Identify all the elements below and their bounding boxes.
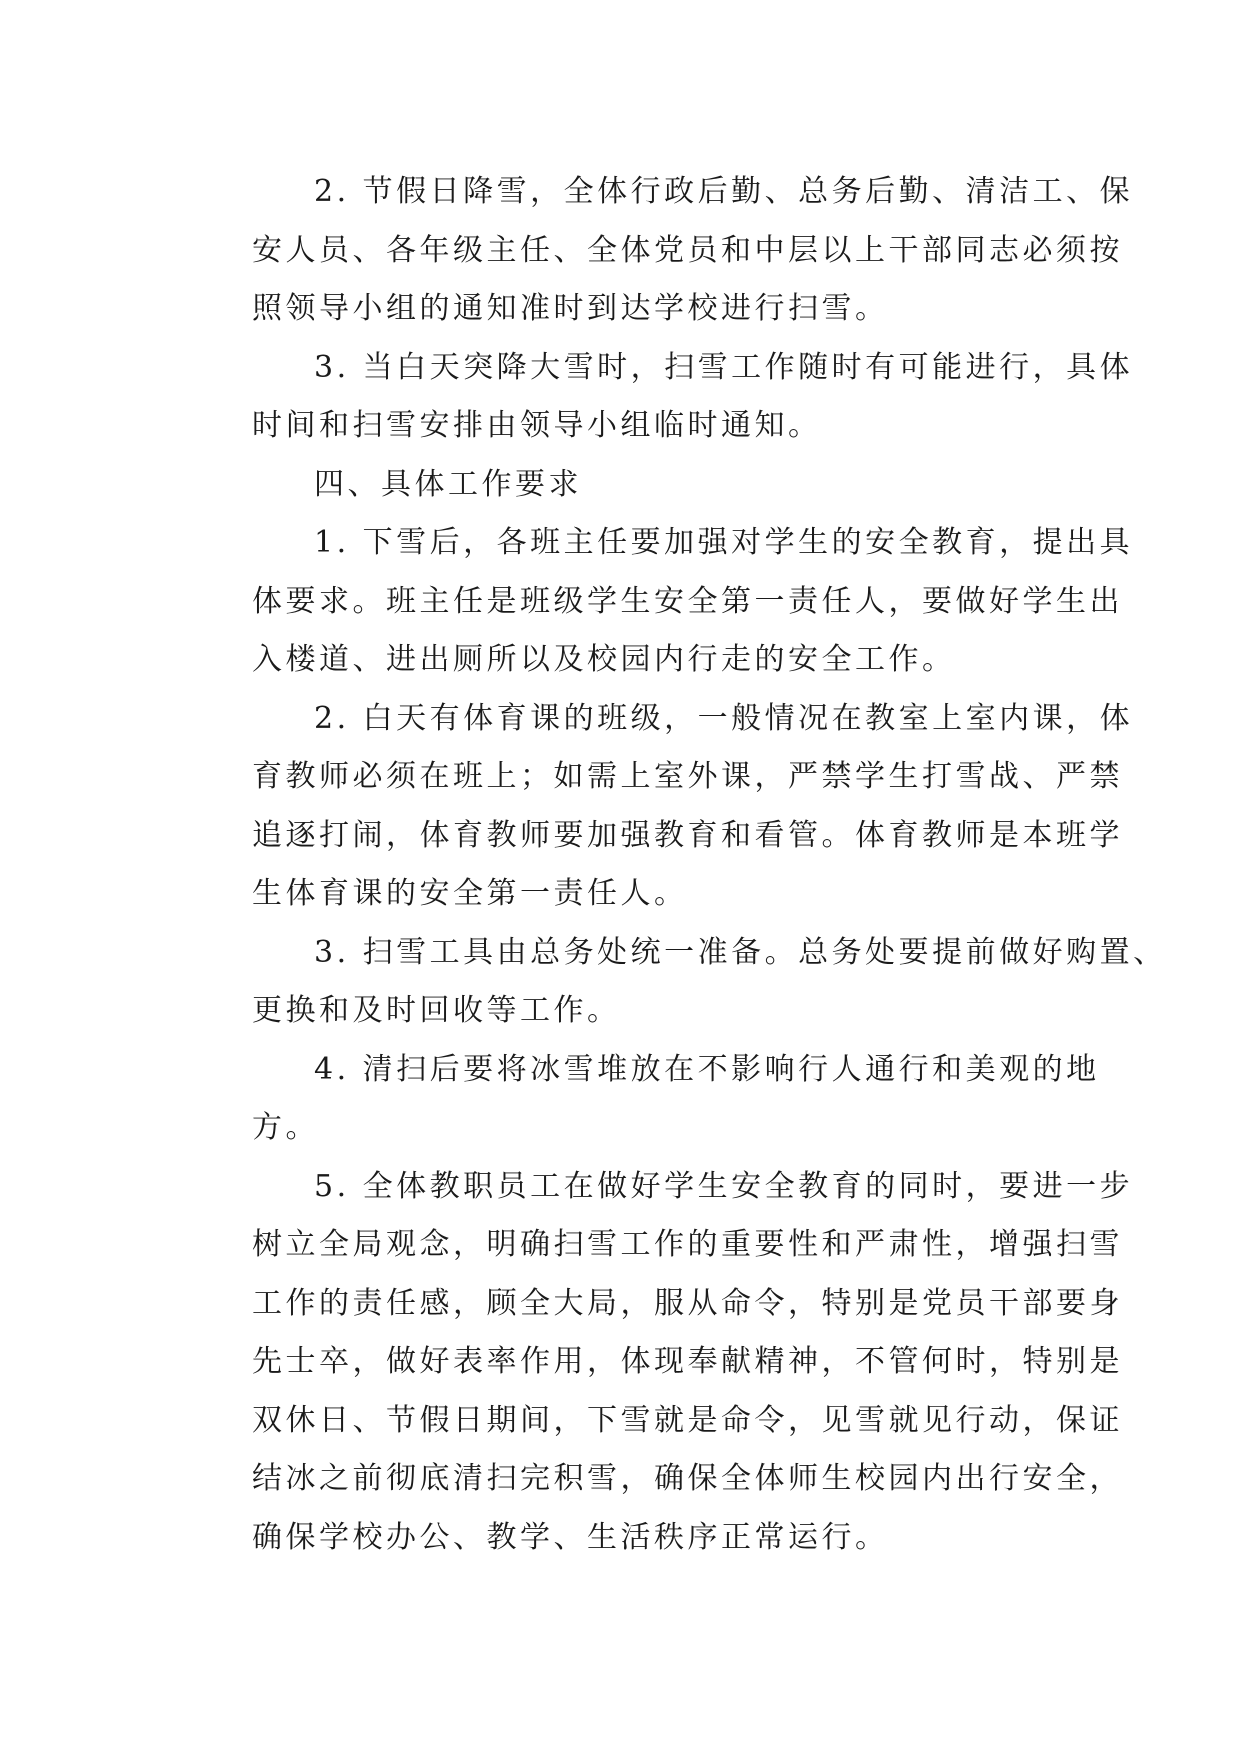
text-line: 照领导小组的通知准时到达学校进行扫雪。 (252, 291, 889, 326)
text-line: 双休日、节假日期间，下雪就是命令，见雪就见行动，保证 (252, 1402, 1123, 1438)
text-line: 3. 当白天突降大雪时，扫雪工作随时有可能进行，具体 (314, 349, 1134, 385)
text-line: 2. 白天有体育课的班级，一般情况在教室上室内课，体 (314, 700, 1134, 736)
text-line: 入楼道、进出厕所以及校园内行走的安全工作。 (252, 642, 956, 677)
heading-text: 四、具体工作要求 (314, 466, 582, 502)
document-body (190, 163, 1167, 1567)
paragraph-requirement-2 (190, 690, 1134, 924)
text-line: 更换和及时回收等工作。 (252, 993, 621, 1028)
text-line: 树立全局观念，明确扫雪工作的重要性和严肃性，增强扫雪 (252, 1227, 1123, 1262)
text-line: 结冰之前彻底清扫完积雪，确保全体师生校园内出行安全， (252, 1461, 1123, 1496)
text-line: 2. 节假日降雪，全体行政后勤、总务后勤、清洁工、保 (314, 174, 1134, 209)
text-line: 工作的责任感，顾全大局，服从命令，特别是党员干部要身 (252, 1285, 1123, 1321)
section-heading (190, 456, 1050, 515)
paragraph-requirement-3 (190, 924, 1167, 1041)
text-line: 先士卒，做好表率作用，体现奉献精神，不管何时，特别是 (252, 1344, 1123, 1379)
paragraph-item-3-daytime-snow (190, 339, 1134, 456)
text-line: 方。 (252, 1110, 319, 1145)
text-line: 追逐打闹，体育教师要加强教育和看管。体育教师是本班学 (252, 817, 1123, 853)
text-line: 安人员、各年级主任、全体党员和中层以上干部同志必须按 (252, 232, 1123, 268)
text-line: 4. 清扫后要将冰雪堆放在不影响行人通行和美观的地 (314, 1051, 1100, 1087)
text-line: 5. 全体教职员工在做好学生安全教育的同时，要进一步 (314, 1168, 1134, 1204)
text-line: 1. 下雪后，各班主任要加强对学生的安全教育，提出具 (314, 525, 1134, 560)
text-line: 时间和扫雪安排由领导小组临时通知。 (252, 408, 822, 443)
paragraph-requirement-1 (190, 514, 1134, 690)
paragraph-requirement-4 (190, 1041, 1100, 1158)
text-line: 体要求。班主任是班级学生安全第一责任人，要做好学生出 (252, 583, 1123, 619)
paragraph-requirement-5 (190, 1158, 1134, 1568)
text-line: 确保学校办公、教学、生活秩序正常运行。 (252, 1519, 889, 1555)
text-line: 生体育课的安全第一责任人。 (252, 876, 688, 911)
paragraph-item-2-holiday-snow (190, 163, 1134, 339)
text-line: 育教师必须在班上；如需上室外课，严禁学生打雪战、严禁 (252, 759, 1123, 794)
text-line: 3. 扫雪工具由总务处统一准备。总务处要提前做好购置、 (314, 934, 1167, 970)
